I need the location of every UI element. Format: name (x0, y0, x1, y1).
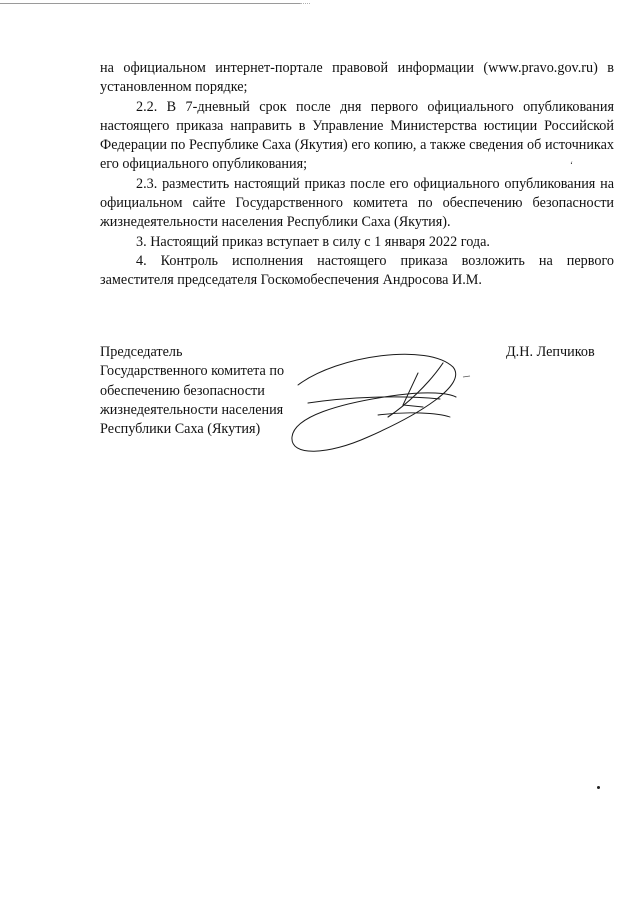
top-scan-dots (300, 3, 310, 4)
paragraph-continuation: на официальном интернет-портале правовой информации (www.pravo.gov.ru) в установленном порядке; (100, 60, 614, 96)
signer-title-line: Республики Саха (Якутия) (100, 421, 261, 438)
signer-title-line: жизнедеятельности населения (100, 401, 284, 418)
stray-scan-mark: ʻ (570, 160, 573, 170)
signer-name: Д.Н. Лепчиков (506, 344, 595, 360)
handwritten-signature (278, 345, 488, 460)
signer-title-line: Государственного комитета по (100, 363, 285, 380)
top-scan-rule (0, 3, 300, 4)
signer-title-line: обеспечению безопасности (100, 382, 265, 399)
paragraph-2-2: 2.2. В 7-дневный срок после дня первого официального опубликования настоящего приказа направить в Управление Министерства юстиции Российской Федерации по Республике Саха (Якутия) его копию, а также сведения об источниках его официального опубликования; (100, 98, 614, 173)
paragraph-3: 3. Настоящий приказ вступает в силу с 1 января 2022 года. (136, 233, 490, 250)
stray-scan-dot (597, 786, 600, 789)
paragraph-2-3: 2.3. разместить настоящий приказ после его официального опубликования на официальном сайте Государственного комитета по обеспечению безопасности жизнедеятельности населения Республики Саха (Якутия). (100, 175, 614, 231)
document-body (100, 59, 614, 291)
paragraph-4: 4. Контроль исполнения настоящего приказа возложить на первого заместителя председателя Госкомобеспечения Андросова И.М. (100, 252, 614, 289)
signer-title-line: Председатель (100, 344, 183, 360)
